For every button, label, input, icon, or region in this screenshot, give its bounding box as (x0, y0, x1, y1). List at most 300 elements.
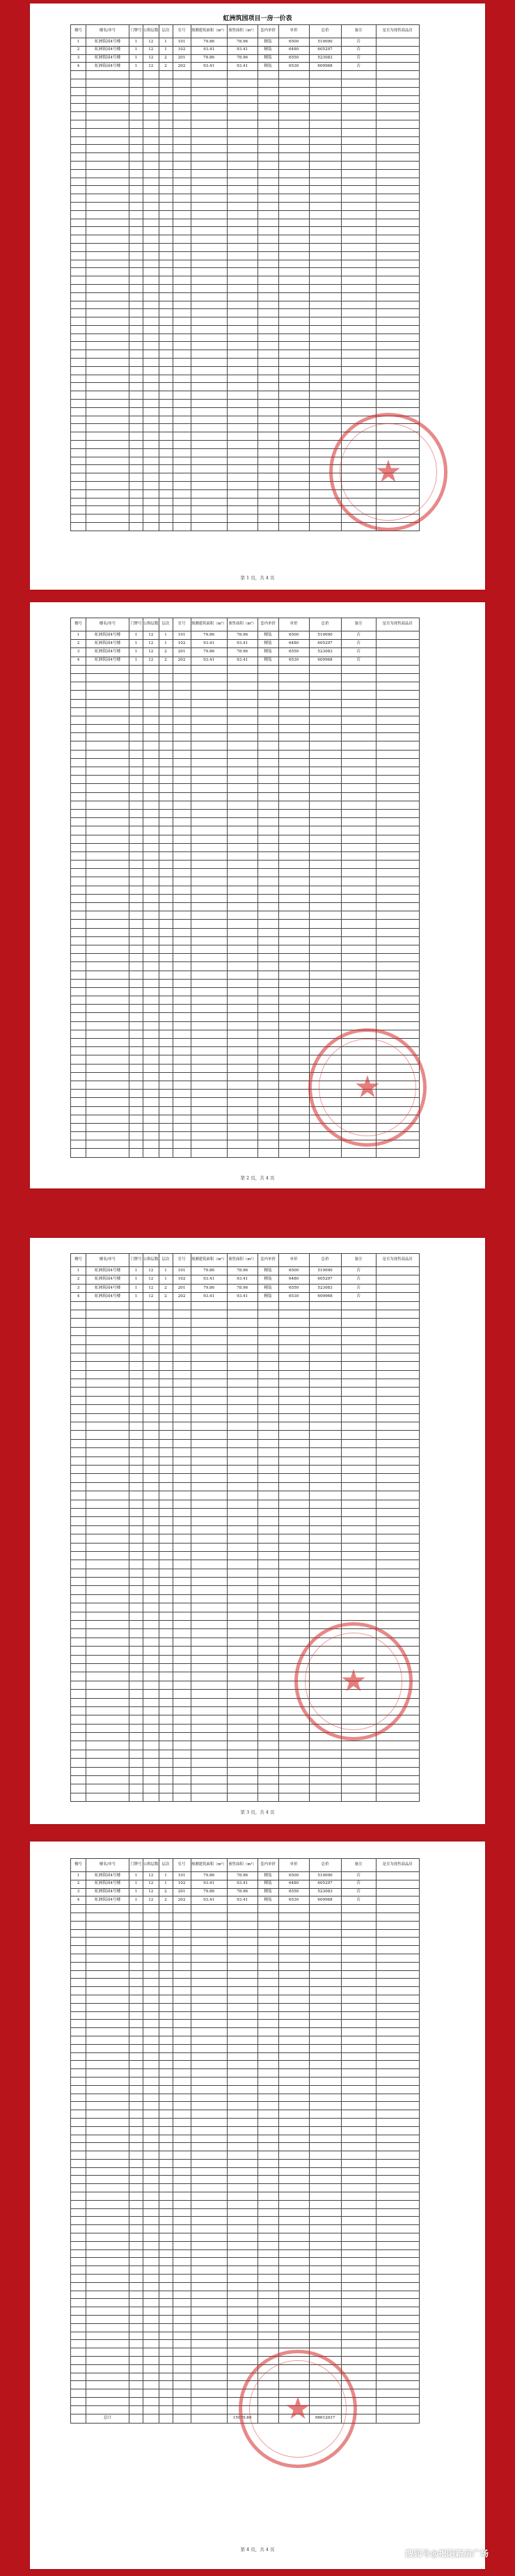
table-cell (258, 333, 278, 342)
table-cell (227, 1013, 258, 1021)
table-cell (278, 1098, 309, 1106)
table-cell (258, 843, 278, 851)
table-cell (227, 473, 258, 482)
table-row (71, 945, 420, 953)
table-cell: 否 (341, 640, 376, 648)
table-cell (341, 1388, 376, 1396)
table-cell (341, 2348, 376, 2357)
table-cell (258, 1724, 278, 1732)
table-row (71, 1767, 420, 1775)
table-cell (143, 2208, 159, 2217)
table-cell (309, 1759, 341, 1767)
table-cell (278, 1013, 309, 1021)
table-cell (227, 350, 258, 359)
column-header: 室号 (173, 25, 191, 38)
table-row (71, 2052, 420, 2061)
table-cell (341, 1594, 376, 1603)
table-cell (86, 1123, 129, 1131)
table-cell (143, 95, 159, 104)
table-cell (173, 251, 191, 260)
table-cell (159, 758, 173, 767)
table-cell: 79.86 (191, 54, 227, 63)
table-cell (86, 1047, 129, 1055)
table-cell (71, 87, 86, 95)
table-cell (143, 1149, 159, 1157)
table-cell (309, 2233, 341, 2242)
table-cell (278, 826, 309, 835)
table-cell (309, 758, 341, 767)
table-cell (86, 128, 129, 136)
table-row (71, 153, 420, 162)
table-cell (227, 2167, 258, 2176)
table-cell (143, 375, 159, 383)
table-cell (278, 2316, 309, 2324)
table-row (71, 104, 420, 112)
table-cell (341, 2192, 376, 2201)
table-cell (258, 1690, 278, 1698)
table-cell (278, 441, 309, 449)
table-cell (191, 733, 227, 741)
table-cell (341, 1491, 376, 1500)
column-header: 套内单价 (258, 25, 278, 38)
table-cell (143, 2167, 159, 2176)
table-cell (86, 2282, 129, 2291)
table-cell (191, 894, 227, 902)
table-cell (173, 79, 191, 87)
table-row (71, 691, 420, 699)
table-cell (278, 2135, 309, 2143)
table-cell: 否 (341, 657, 376, 665)
table-row (71, 2225, 420, 2233)
table-cell (129, 350, 143, 359)
table-cell (258, 1995, 278, 2003)
table-cell (376, 153, 419, 162)
table-cell (227, 1090, 258, 1098)
table-cell (227, 2110, 258, 2119)
table-row (71, 1319, 420, 1327)
table-cell (173, 1090, 191, 1098)
table-cell (71, 1055, 86, 1064)
table-cell (227, 699, 258, 707)
table-cell (129, 333, 143, 342)
table-cell (86, 333, 129, 342)
table-cell (191, 2381, 227, 2389)
table-cell (191, 2143, 227, 2151)
table-cell (173, 1362, 191, 1370)
table-cell (191, 1551, 227, 1560)
table-cell (129, 457, 143, 465)
table-cell (173, 2110, 191, 2119)
table-row (71, 1896, 420, 1905)
table-cell (258, 1603, 278, 1612)
table-cell (129, 1698, 143, 1706)
table-cell (86, 441, 129, 449)
table-cell (173, 784, 191, 792)
table-cell (143, 1569, 159, 1577)
table-cell (129, 1098, 143, 1106)
table-cell (309, 350, 341, 359)
table-cell (129, 1005, 143, 1013)
table-cell (309, 2102, 341, 2110)
table-row (71, 1284, 420, 1292)
table-cell (278, 741, 309, 750)
table-row (71, 1370, 420, 1379)
table-cell (143, 441, 159, 449)
table-cell (71, 691, 86, 699)
table-cell (71, 682, 86, 691)
table-cell (129, 1047, 143, 1055)
table-cell (173, 1724, 191, 1732)
table-cell (376, 2316, 419, 2324)
table-cell (173, 2291, 191, 2299)
table-cell (86, 1456, 129, 1465)
table-cell (129, 2364, 143, 2373)
table-cell (173, 861, 191, 869)
table-cell (227, 2316, 258, 2324)
table-cell (278, 292, 309, 301)
table-cell (129, 1655, 143, 1663)
table-row (71, 400, 420, 408)
table-cell (86, 1578, 129, 1586)
table-cell (143, 383, 159, 391)
table-cell (341, 219, 376, 227)
table-cell (129, 1979, 143, 1987)
table-cell (159, 219, 173, 227)
table-row (71, 2184, 420, 2192)
table-cell (173, 1030, 191, 1038)
table-cell (173, 416, 191, 424)
table-row (71, 758, 420, 767)
table-cell (191, 1586, 227, 1594)
table-cell (376, 1612, 419, 1620)
document-page-4 (30, 1841, 485, 2569)
table-cell (341, 1938, 376, 1946)
table-cell (86, 784, 129, 792)
table-cell (143, 1672, 159, 1681)
table-cell (86, 383, 129, 391)
table-cell (143, 79, 159, 87)
table-cell: 201 (173, 1284, 191, 1292)
table-cell (278, 1327, 309, 1335)
table-cell (159, 424, 173, 432)
table-cell (129, 945, 143, 953)
table-cell (227, 1962, 258, 1970)
table-cell (86, 416, 129, 424)
table-cell (258, 2192, 278, 2201)
table-cell (129, 1612, 143, 1620)
table-cell (86, 2126, 129, 2135)
table-cell (86, 407, 129, 416)
table-cell (376, 631, 419, 640)
table-cell (341, 2069, 376, 2078)
table-cell (71, 506, 86, 515)
table-cell (341, 725, 376, 733)
table-cell (309, 2225, 341, 2233)
table-cell (159, 801, 173, 809)
table-cell (173, 1733, 191, 1741)
table-cell (86, 202, 129, 210)
table-cell (191, 515, 227, 523)
table-cell (173, 2373, 191, 2381)
summary-cell (376, 2414, 419, 2423)
table-cell (376, 1793, 419, 1801)
table-cell (129, 818, 143, 826)
table-cell (86, 2094, 129, 2102)
table-cell (143, 153, 159, 162)
table-cell (143, 682, 159, 691)
table-cell (376, 2332, 419, 2340)
table-cell (71, 1655, 86, 1663)
table-cell (258, 2225, 278, 2233)
table-cell (278, 1140, 309, 1149)
table-cell (191, 2208, 227, 2217)
table-cell (227, 936, 258, 945)
table-cell (191, 1140, 227, 1149)
table-cell (191, 276, 227, 285)
table-cell (341, 276, 376, 285)
table-cell (71, 1767, 86, 1775)
table-row (71, 1970, 420, 1979)
table-cell (86, 1030, 129, 1038)
table-cell (258, 325, 278, 333)
table-cell (309, 1946, 341, 1954)
table-cell (309, 169, 341, 178)
table-cell (191, 2110, 227, 2119)
table-cell (71, 2044, 86, 2052)
table-cell (159, 1767, 173, 1775)
table-cell: 79.86 (191, 1267, 227, 1275)
table-row (71, 936, 420, 945)
table-cell: 4 (71, 657, 86, 665)
table-cell (376, 375, 419, 383)
table-cell (278, 383, 309, 391)
table-cell (227, 1706, 258, 1715)
table-cell (309, 128, 341, 136)
table-cell (173, 2405, 191, 2414)
table-cell (173, 1064, 191, 1072)
table-row (71, 809, 420, 817)
table-cell (159, 227, 173, 235)
table-cell (191, 682, 227, 691)
table-cell (278, 920, 309, 928)
table-cell (143, 1698, 159, 1706)
table-cell: 2 (159, 63, 173, 71)
table-cell (71, 71, 86, 79)
table-cell: 609968 (309, 1293, 341, 1301)
table-cell (173, 1098, 191, 1106)
table-cell: 93.41 (227, 1880, 258, 1888)
table-row (71, 657, 420, 665)
table-cell (258, 1569, 278, 1577)
table-cell (376, 996, 419, 1005)
table-cell (191, 1413, 227, 1422)
table-cell (278, 945, 309, 953)
table-row (71, 1759, 420, 1767)
table-cell (143, 268, 159, 276)
table-cell (191, 665, 227, 673)
table-cell (71, 928, 86, 936)
table-cell (173, 2208, 191, 2217)
table-cell (173, 1586, 191, 1594)
table-cell (191, 2126, 227, 2135)
table-cell (341, 104, 376, 112)
table-cell (309, 1913, 341, 1921)
table-cell (129, 202, 143, 210)
table-cell (173, 843, 191, 851)
table-row (71, 894, 420, 902)
table-cell: 523083 (309, 1888, 341, 1896)
table-cell (227, 877, 258, 886)
table-cell (191, 2357, 227, 2365)
table-cell (129, 1439, 143, 1447)
table-cell (227, 104, 258, 112)
table-cell (71, 962, 86, 971)
table-cell (71, 1344, 86, 1353)
table-cell (376, 1310, 419, 1318)
table-cell (278, 1569, 309, 1577)
table-cell (278, 2094, 309, 2102)
table-cell (143, 903, 159, 911)
table-cell (86, 962, 129, 971)
table-cell (143, 673, 159, 682)
table-cell (86, 1784, 129, 1793)
table-cell (227, 317, 258, 326)
table-cell (86, 2241, 129, 2249)
table-cell (227, 1396, 258, 1404)
table-cell (71, 1448, 86, 1456)
table-cell (86, 432, 129, 441)
table-cell (191, 268, 227, 276)
table-cell (191, 2102, 227, 2110)
table-cell (191, 1954, 227, 1962)
table-cell: 519090 (309, 38, 341, 47)
table-cell (227, 1030, 258, 1038)
table-cell (191, 750, 227, 758)
table-cell (129, 136, 143, 145)
table-cell (191, 2307, 227, 2316)
table-cell (143, 2159, 159, 2167)
table-cell (191, 375, 227, 383)
table-cell: 2 (159, 54, 173, 63)
table-cell (71, 1072, 86, 1081)
table-cell (191, 1612, 227, 1620)
table-cell (309, 112, 341, 120)
table-cell (143, 861, 159, 869)
column-header: 室号 (173, 1254, 191, 1267)
table-cell: 12 (143, 46, 159, 54)
table-cell (71, 260, 86, 268)
table-cell (173, 826, 191, 835)
table-cell: 78.96 (227, 54, 258, 63)
table-cell (143, 733, 159, 741)
table-cell (341, 2225, 376, 2233)
table-row (71, 2003, 420, 2011)
table-cell (278, 448, 309, 457)
table-cell (86, 843, 129, 851)
table-cell (278, 673, 309, 682)
table-cell (376, 1913, 419, 1921)
table-cell (258, 342, 278, 350)
table-cell: 否 (341, 1896, 376, 1905)
table-cell: 2 (71, 640, 86, 648)
table-cell (173, 1508, 191, 1516)
table-row (71, 2176, 420, 2184)
table-cell (86, 186, 129, 194)
table-cell (258, 928, 278, 936)
table-cell (86, 1319, 129, 1327)
table-cell: 精装 (258, 38, 278, 47)
table-cell (71, 498, 86, 506)
table-cell (258, 2143, 278, 2151)
table-cell (258, 243, 278, 251)
table-cell (86, 1072, 129, 1081)
table-cell (278, 1047, 309, 1055)
table-cell (191, 1005, 227, 1013)
table-cell (278, 716, 309, 724)
table-cell (278, 1759, 309, 1767)
table-cell (278, 482, 309, 490)
table-cell (376, 292, 419, 301)
column-header: 单价 (278, 618, 309, 631)
table-cell (227, 911, 258, 920)
table-cell (159, 1132, 173, 1140)
table-cell (71, 120, 86, 128)
table-cell (71, 920, 86, 928)
table-cell (159, 1638, 173, 1646)
table-cell (71, 2357, 86, 2365)
table-cell (227, 2077, 258, 2085)
table-cell (143, 333, 159, 342)
table-cell (159, 1474, 173, 1482)
table-cell (159, 2052, 173, 2061)
table-cell (143, 1987, 159, 1995)
table-cell (258, 2085, 278, 2094)
column-header: 公称层数 (143, 1254, 159, 1267)
table-cell (173, 2389, 191, 2398)
table-cell (143, 2052, 159, 2061)
table-cell (143, 894, 159, 902)
table-cell (173, 2135, 191, 2143)
table-cell (71, 2135, 86, 2143)
table-cell (86, 954, 129, 962)
table-cell (309, 95, 341, 104)
table-cell (258, 1638, 278, 1646)
table-cell (191, 95, 227, 104)
table-cell (278, 1319, 309, 1327)
table-cell (309, 276, 341, 285)
table-cell (143, 317, 159, 326)
table-cell (227, 1603, 258, 1612)
table-cell (258, 809, 278, 817)
table-cell (258, 465, 278, 473)
table-cell (258, 691, 278, 699)
table-cell (86, 120, 129, 128)
table-cell (129, 2069, 143, 2078)
table-cell (86, 2167, 129, 2176)
table-cell (173, 473, 191, 482)
table-cell (376, 750, 419, 758)
table-cell (341, 1310, 376, 1318)
table-cell (86, 1474, 129, 1482)
column-header: 门牌号 (129, 1254, 143, 1267)
table-cell (227, 2028, 258, 2036)
table-cell (173, 2102, 191, 2110)
table-cell (86, 987, 129, 996)
table-cell (309, 682, 341, 691)
table-cell (143, 2192, 159, 2201)
table-cell (227, 1047, 258, 1055)
table-cell (227, 1698, 258, 1706)
